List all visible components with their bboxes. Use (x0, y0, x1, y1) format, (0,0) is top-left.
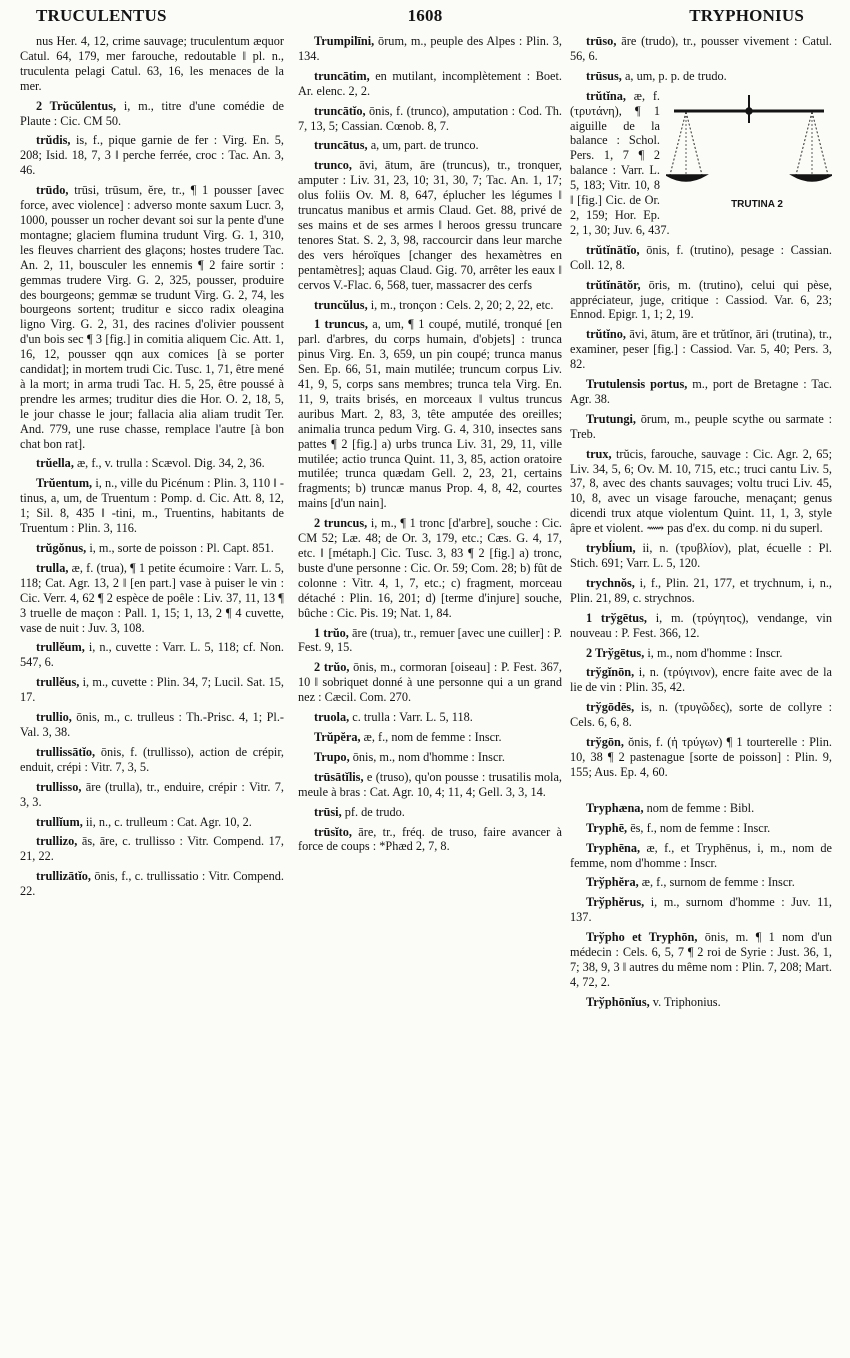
column-1 (20, 34, 284, 1350)
dictionary-entry (20, 34, 284, 94)
entry-definition: trūsi, trūsum, ĕre, tr., ¶ 1 pousser [avec force, avec violence] : adverso monte saxum Lucr. 3, 1000, pousser un rocher devant soi sur la pente d'une montagne; glaciem flumina trudunt Virg. G. 1, 310, les fleuves charrient des glaçons; hostes trudere Tac. An. 2, 11, bousculer les ennemis ¶ 2 faire sortir : gemmas trudere Virg. G. 2, 325, pousser, produire des bourgeons; gemmæ se trudunt Virg. G. 2, 74, les bourgeons sortent; truditur e sicco radix oleagina ligno Virg. G. 2, 31, des racines d'olivier poussent d'un bois sec ¶ 3 [fig.] in comitia aliquem Cic. Att. 1, 16, 12, pousser qqn aux comices [à se porter candidat]; in mortem trudi Cic. Tusc. 1, 71, être mené à la mort; in arma trudi Tac. H. 5, 25, être poussé à prendre les armes; truditur dies die Hor. O. 2, 18, 5, le jour chasse le jour; fallacia alia aliam trudit Ter. And. 779, une ruse chasse, remplace l'autre [à bon chat bon rat]. (20, 183, 284, 451)
entry-definition: āre, tr., fréq. de truso, faire avancer à force de coups : *Phæd 2, 7, 8. (298, 824, 562, 854)
entry-headword: trunco, (314, 158, 352, 173)
entry-definition: ŏnis, f. (ἡ τρύγων) ¶ 1 tourterelle : Plin. 10, 38 ¶ 2 pastenague [sorte de poisson] : Plin. 9, 155; Aus. Ep. 4, 60. (570, 735, 832, 779)
dictionary-entry (298, 626, 562, 656)
entry-headword: trўgōdēs, (586, 700, 635, 715)
entry-definition: i, n., cuvette : Varr. L. 5, 118; cf. Non. 547, 6. (20, 640, 284, 670)
dictionary-entry (20, 640, 284, 670)
entry-headword: Trŭpĕra, (314, 729, 361, 744)
dictionary-entry (570, 700, 832, 730)
entry-definition: ōnis, m., cormoran [oiseau] : P. Fest. 367, 10 ‖ sobriquet donné à une personne qui a un grand nez : Cæcil. Com. 270. (298, 660, 562, 705)
dictionary-entry (570, 327, 832, 372)
entry-definition: is, n. (τρυγῶδες), sorte de collyre : Cels. 6, 6, 8. (570, 700, 832, 730)
entry-headword: trŭtĭno, (586, 327, 626, 342)
dictionary-entry (20, 183, 284, 451)
dictionary-entry (20, 710, 284, 740)
entry-headword: trullizo, (36, 834, 78, 849)
dictionary-entry (570, 801, 832, 816)
entry-definition: ōrum, m., peuple des Alpes : Plin. 3, 134. (298, 34, 562, 63)
entry-definition: a, um, p. p. de trudo. (624, 68, 727, 83)
dictionary-entry (298, 730, 562, 745)
entry-headword: trūsĭto, (314, 824, 352, 839)
entry-headword: trўgōn, (586, 735, 624, 750)
entry-definition: āvi, ātum, āre et trŭtĭnor, āri (trutina), tr., examiner, peser [fig.] : Cassiod. Var. 5, 40; Pers. 3, 82. (570, 327, 832, 372)
entry-definition: v. Triphonius. (652, 994, 721, 1009)
entry-definition: nus Her. 4, 12, crime sauvage; truculentum æquor Catul. 64, 179, mer farouche, redoutable ‖ pl. n., truculenta pelagi Catul. 63, 16, les menaces de la mer. (20, 34, 284, 93)
dictionary-entry (570, 243, 832, 273)
dictionary-entry (298, 69, 562, 99)
entry-definition: pf. de trudo. (344, 804, 405, 819)
entry-definition: i, m. (τρύγητος), vendange, vin nouveau : P. Fest. 366, 12. (570, 610, 832, 640)
entry-headword: 2 Trŭcŭlentus, (36, 98, 117, 113)
entry-definition: i, m., ¶ 1 tronc [d'arbre], souche : Cic. CM 52; Læ. 48; de Or. 3, 179, etc.; Cæs. G. 4, 17, etc. ‖ [métaph.] Cic. Tusc. 3, 83 ¶ 2 [fig.] a) tronc, buste d'une personne : Cic. Or. 59; Com. 28; b) fût de colonne : Vitr. 4, 1, 7, etc.; c) fragment, morceau détaché : Plin. 16, 201; d) [terme d'injure] souche, bûche : Cic. Pis. 19; Nat. 1, 84. (298, 516, 562, 620)
dictionary-entry (20, 869, 284, 899)
dictionary-entry (298, 805, 562, 820)
entry-definition: æ, f., v. trulla : Scævol. Dig. 34, 2, 36. (76, 456, 265, 471)
entry-headword: Trupo, (314, 749, 350, 764)
page-number: 1608 (407, 6, 443, 25)
entry-headword: truncātim, (314, 68, 370, 83)
dictionary-entry (20, 541, 284, 556)
entry-definition: ōris, m. (trutino), celui qui pèse, appréciateur, juge, critique : Cassiod. Var. 6, 23; Ennod. Epigr. 1, 1; 2, 19. (570, 277, 832, 322)
dictionary-entry (20, 780, 284, 810)
entry-definition: āre (trulla), tr., enduire, crépir : Vitr. 7, 3, 3. (20, 779, 284, 809)
entry-headword: trŭtĭna, (586, 88, 626, 103)
entry-headword: Tryphēna, (586, 840, 641, 855)
dictionary-entry (20, 834, 284, 864)
entry-headword: Trўpho et Tryphōn, (586, 930, 698, 945)
entry-headword: Trutulensis portus, (586, 377, 688, 392)
entry-definition: ōnis, m. ¶ 1 nom d'un médecin : Cels. 6, 5, 7 ¶ 2 roi de Syrie : Just. 36, 1, 7; 38, 9, 3 ‖ autres du même nom : Plin. 7, 208; Mart. 4, 72, 2. (570, 930, 832, 989)
dictionary-entry (298, 770, 562, 800)
entry-headword: trybĺium, (586, 541, 636, 556)
entry-definition: æ, f. (trua), ¶ 1 petite écumoire : Varr. L. 5, 118; Cat. Agr. 13, 2 ‖ [en part.] vase à puiser le vin : Cic. Verr. 4, 62 ¶ 2 espèce de poêle : Liv. 37, 11, 13 ¶ 3 truelle de maçon : Pall. 1, 15; 1, 13, 2 ¶ 4 cuvette, vase de nuit : Juv. 3, 108. (20, 560, 284, 635)
dictionary-entry (20, 561, 284, 636)
entry-definition: i, m., sorte de poisson : Pl. Capt. 851. (89, 541, 274, 555)
dictionary-entry (570, 412, 832, 442)
entry-headword: truncātus, (314, 138, 368, 153)
column-2 (298, 34, 562, 1350)
entry-definition: ōnis, m., c. trulleus : Th.-Prisc. 4, 1; Pl.-Val. 3, 38. (20, 710, 284, 739)
entry-headword: Trўphĕra, (586, 875, 639, 890)
entry-definition: a, um, part. de trunco. (370, 138, 479, 153)
dictionary-entry (298, 34, 562, 64)
entry-definition: æ, f., surnom de femme : Inscr. (641, 875, 795, 890)
running-head-left: TRUCULENTUS (36, 6, 167, 25)
entry-headword: trŭgŏnus, (36, 541, 87, 555)
dictionary-entry (570, 541, 832, 571)
entry-definition: i, m., cuvette : Plin. 34, 7; Lucil. Sat. 15, 17. (20, 675, 284, 705)
entry-definition: i, m., surnom d'homme : Juv. 11, 137. (570, 895, 832, 925)
dictionary-entry (570, 377, 832, 407)
entry-headword: 1 trўgētus, (586, 610, 647, 625)
entry-definition: i, n. (τρύγινον), encre faite avec de la lie de vin : Plin. 35, 42. (570, 665, 832, 695)
section-spacer (570, 785, 832, 801)
dictionary-entry (570, 69, 832, 84)
entry-headword: 2 Trўgētus, (586, 645, 645, 660)
entry-headword: trŭdis, (36, 133, 71, 148)
dictionary-entry (298, 660, 562, 705)
entry-definition: æ, f., et Tryphēnus, i, m., nom de femme, nom d'homme : Inscr. (570, 840, 832, 870)
entry-headword: 2 trŭo, (314, 660, 350, 675)
dictionary-entry (570, 646, 832, 661)
running-head-right: TRYPHONIUS (689, 6, 804, 25)
entry-headword: trŭella, (36, 456, 74, 471)
dictionary-entry (570, 895, 832, 925)
entry-definition: āvi, ātum, āre (truncus), tr., tronquer, amputer : Liv. 31, 23, 10; 31, 30, 7; Tac. An. 1, 17; olus foliis Ov. M. 8, 647, éplucher les légumes ‖ truncatus manibus et armis Claud. Get. 88, privé de ses mains et de ses armes ‖ heroos gressu truncare tenores Stat. S. 2, 3, 98, raccourcir dans leur marche des vers héroïques [changer des hexamètres en pentamètres]; aquas Claud. Gig. 70, arrêter les eaux ‖ cervos V.-Flac. 6, 568, tuer, massacrer des cerfs (298, 158, 562, 292)
dictionary-entry (298, 298, 562, 313)
entry-definition: āre (trua), tr., remuer [avec une cuiller] : P. Fest. 9, 15. (298, 625, 562, 655)
balance-scale-illustration (666, 93, 832, 213)
entry-headword: 2 truncus, (314, 516, 368, 531)
entry-definition: ōnis, f. (trutino), pesage : Cassian. Coll. 12, 8. (570, 242, 832, 272)
entry-headword: trullĕus, (36, 675, 80, 690)
dictionary-entry (570, 447, 832, 536)
entry-headword: trullio, (36, 710, 72, 725)
dictionary-entry (20, 815, 284, 830)
figure-caption: TRUTINA 2 (731, 198, 783, 210)
dictionary-entry (298, 317, 562, 511)
entry-headword: Trutungi, (586, 411, 636, 426)
entry-definition: is, f., pique garnie de fer : Virg. En. 5, 208; Isid. 18, 7, 3 ‖ perche ferrée, croc : Tac. An. 3, 46. (20, 133, 284, 178)
entry-headword: Trўphōnĭus, (586, 994, 650, 1009)
entry-headword: Trumpilīni, (314, 34, 375, 48)
entry-headword: trūsus, (586, 68, 622, 83)
entry-definition: e (truso), qu'on pousse : trusatilis mola, meule à bras : Cat. Agr. 10, 4; 11, 4; Gell. 3, 3, 14. (298, 769, 562, 799)
dictionary-entry (20, 99, 284, 129)
entry-definition: æ, f., nom de femme : Inscr. (363, 729, 502, 744)
entry-headword: trўgĭnōn, (586, 665, 635, 680)
entry-headword: trulla, (36, 560, 69, 575)
entry-definition: i, m., tronçon : Cels. 2, 20; 2, 22, etc. (370, 297, 554, 312)
entry-headword: trullĭum, (36, 814, 83, 829)
entry-definition: ii, n., c. trulleum : Cat. Agr. 10, 2. (85, 814, 252, 829)
entry-definition: ās, āre, c. trullisso : Vitr. Compend. 17, 21, 22. (20, 834, 284, 864)
dictionary-entry (570, 611, 832, 641)
dictionary-entry (298, 158, 562, 292)
dictionary-entry (570, 930, 832, 990)
entry-headword: trŭtĭnātĭo, (586, 242, 640, 257)
entry-definition: en mutilant, incomplètement : Boet. Ar. elenc. 2, 2. (298, 68, 562, 98)
entry-headword: trūsātĭlis, (314, 769, 364, 784)
dictionary-entry (570, 665, 832, 695)
dictionary-entry (20, 476, 284, 536)
entry-headword: Tryphē, (586, 820, 628, 835)
entry-definition: m., port de Bretagne : Tac. Agr. 38. (570, 377, 832, 406)
entry-definition: ōnis, f. (trunco), amputation : Cod. Th. 7, 13, 5; Cassian. Cœnob. 8, 7. (298, 103, 562, 133)
balance-scale-icon (666, 93, 832, 197)
entry-definition: ii, n. (τρυβλίον), plat, écuelle : Pl. Stich. 691; Varr. L. 5, 120. (570, 541, 832, 570)
entry-definition: ēs, f., nom de femme : Inscr. (630, 820, 771, 835)
entry-headword: trŭtĭnātŏr, (586, 277, 641, 292)
dictionary-entry (20, 133, 284, 178)
dictionary-entry (570, 278, 832, 323)
entry-headword: Trŭentum, (36, 476, 93, 491)
entry-headword: 1 trŭo, (314, 625, 349, 640)
entry-definition: i, n., ville du Picénum : Plin. 3, 110 ‖ -tinus, a, um, de Truentum : Pomp. d. Cic. Att. 8, 12, 1; Sil. 8, 435 ‖ -tini, m., Truentins, habitants de Truentum : Plin. 3, 116. (20, 476, 284, 536)
dictionary-entry (20, 745, 284, 775)
entry-headword: Tryphæna, (586, 800, 644, 815)
entry-definition: nom de femme : Bibl. (646, 800, 755, 815)
entry-headword: trux, (586, 446, 612, 461)
dictionary-entry (570, 821, 832, 836)
entry-headword: trullissātĭo, (36, 744, 96, 759)
entry-headword: trūso, (586, 34, 617, 48)
dictionary-entry (298, 825, 562, 855)
entry-definition: āre (trudo), tr., pousser vivement : Catul. 56, 6. (570, 34, 832, 63)
entry-headword: trullĕum, (36, 640, 85, 655)
dictionary-entry (298, 710, 562, 725)
entry-headword: truola, (314, 710, 350, 725)
entry-headword: 1 truncus, (314, 317, 368, 332)
page-header (18, 6, 832, 32)
entry-definition: trŭcis, farouche, sauvage : Cic. Agr. 2, 65; Liv. 34, 5, 6; Ov. M. 10, 715, etc.; truci cantu Liv. 5, 37, 8, avec des chants sauvages; voltu truci Liv. 45, 10, 8, avec un visage farouche, menaçant; genus dicendi trux atque violentum Quint. 11, 1, 3, style âpre et violent. ⟿ pas d'ex. du comp. ni du superl. (570, 446, 832, 536)
dictionary-entry (570, 841, 832, 871)
dictionary-entry (570, 735, 832, 780)
entry-headword: Trўphĕrus, (586, 895, 645, 910)
dictionary-entry (298, 138, 562, 153)
dictionary-entry (570, 875, 832, 890)
entry-headword: trūdo, (36, 183, 69, 198)
dictionary-entry (20, 456, 284, 471)
entry-definition: ōrum, m., peuple scythe ou sarmate : Treb. (570, 411, 832, 441)
entry-definition: æ, f. (τρυτάνη), ¶ 1 aiguille de la balance : Schol. Pers. 1, 7 ¶ 2 balance : Varr. L. 5, 183; Vitr. 10, 8 ‖ [fig.] Cic. de Or. 2, 159; Hor. Ep. 2, 1, 30; Juv. 6, 437. (570, 88, 670, 237)
dictionary-entry (20, 675, 284, 705)
entry-headword: trychnŏs, (586, 575, 635, 590)
entry-definition: ōnis, f. (trullisso), action de crépir, enduit, crépi : Vitr. 7, 3, 5. (20, 744, 284, 774)
dictionary-entry (570, 995, 832, 1010)
entry-headword: trullisso, (36, 779, 82, 794)
entry-definition: i, m., nom d'homme : Inscr. (647, 645, 783, 660)
dictionary-entry (570, 34, 832, 64)
entry-definition: ōnis, m., nom d'homme : Inscr. (352, 749, 505, 764)
entry-headword: trūsi, (314, 804, 342, 819)
entry-definition: a, um, ¶ 1 coupé, mutilé, tronqué [en parl. d'arbres, du corps humain, d'objets] : trunca pinus Virg. En. 3, 659, un pin coupé; trunca manus Sen. Ep. 66, 51, main mutilée; truncum corpus Liv. 41, 9, 5, corps sans membres; trunca tela Virg. En. 11, 9, traits brisés, en morceaux ‖ vultus truncus auribus Mart. 2, 83, 3, tête amputée des oreilles; animalia trunca pedum Virg. G. 4, 310, insectes sans pattes ¶ 2 [fig.] a) urbs trunca Liv. 31, 29, 11, ville mutilée; actio trunca Quint. 11, 3, 85, action oratoire mutilée; trunca quædam Gell. 2, 23, 21, certains fragments; b) truncæ manus Prop. 4, 8, 42, courtes mains [d'un nain]. (298, 317, 562, 511)
entry-definition: i, f., Plin. 21, 177, et trychnum, i, n., Plin. 21, 89, c. strychnos. (570, 575, 832, 605)
dictionary-entry (298, 750, 562, 765)
entry-definition: c. trulla : Varr. L. 5, 118. (352, 710, 473, 725)
dictionary-entry (298, 516, 562, 620)
dictionary-entry (298, 104, 562, 134)
entry-headword: truncātĭo, (314, 103, 366, 118)
entry-headword: truncŭlus, (314, 297, 368, 312)
entry-definition: i, m., titre d'une comédie de Plaute : Cic. CM 50. (20, 98, 284, 128)
dictionary-entry (570, 576, 832, 606)
entry-definition: ōnis, f., c. trullissatio : Vitr. Compend. 22. (20, 869, 284, 899)
entry-headword: trullizātĭo, (36, 869, 91, 884)
dictionary-entry (570, 89, 832, 238)
column-3 (570, 34, 832, 1350)
